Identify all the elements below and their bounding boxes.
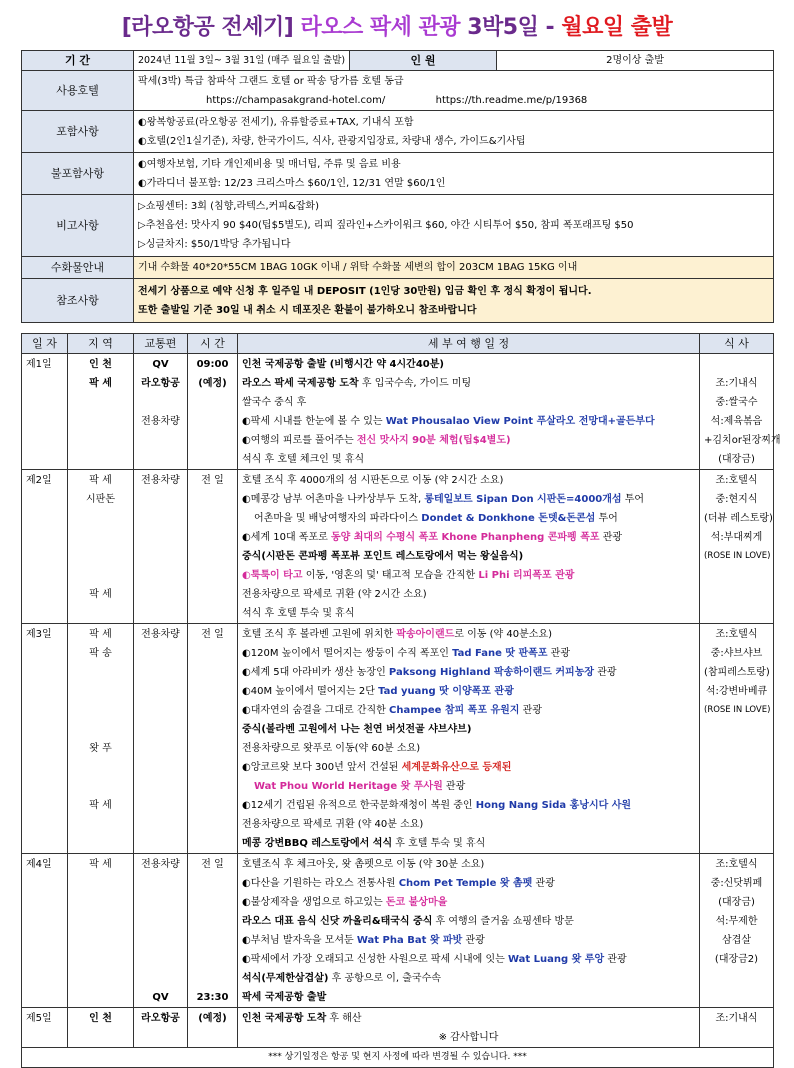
reference-value <box>134 279 774 323</box>
title-departure: 월요일 출발 <box>561 15 673 40</box>
day-5-detail: 인천 국제공항 도착 후 해산 ※ 감사합니다 <box>238 1008 700 1048</box>
hotel-urls <box>138 91 769 110</box>
day-5-meal: 조:기내식 <box>700 1008 774 1048</box>
include-value <box>134 111 774 153</box>
include-label: 포함사항 <box>22 111 134 153</box>
day-3-detail: 호텔 조식 후 볼라벤 고원에 위치한 팍송아이랜드로 이동 (약 40분소요) ◐120M 높이에서 떨어지는 쌍둥이 수직 폭포인 Tad Fane 땃 판폭포 관광 ◐세계 5대 아라비카 생산 농장인 Paksong Highland 팍송하이랜드 커피농장 관광 ◐40M 높이에서 떨어지는 2단 Tad yuang 땃 이양폭포 관광 ◐대자연의 숨결을 그대로 간직한 Champee 참피 폭포 유원지 관광 중식(볼라벤 고원에서 나는 천연 버섯전골 샤브샤브) 전용차량으로 왓푸로 이동(약 60분 소요) ◐앙코르왓 보다 300년 앞서 건설된 세계문화유산으로 등재된 Wat Phou World Heritage 왓 푸사원 관광 ◐12세기 건립된 유적으로 한국문화재청이 복원 중인 Hong Nang Sida 홍낭시다 사원 전용차량으로 팍세로 귀환 (약 40분 소요) 메콩 강변BBQ 레스토랑에서 석식 후 호텔 투숙 및 휴식 <box>238 624 700 854</box>
day-3-region: 팍 세 팍 송 왓 푸 팍 세 <box>68 624 134 854</box>
day-5-region: 인 천 <box>68 1008 134 1048</box>
header-transport: 교통편 <box>134 334 188 354</box>
schedule-table <box>21 333 781 1068</box>
exclude-line: ◐가라디너 불포함: 12/23 크리스마스 $60/1인, 12/31 연말 $60/1인 <box>138 177 446 189</box>
day-1-time: 09:00 (예정) <box>188 354 238 470</box>
period-value: 2024년 11월 3일~ 3월 31일 (매주 월요일 출발) <box>134 51 350 71</box>
exclude-value <box>134 153 774 195</box>
day-1-meal: 조:기내식 중:쌀국수 석:제육볶음 +김치or된장찌개 (대장금) <box>700 354 774 470</box>
people-label: 인 원 <box>350 51 497 71</box>
day-4-time: 전 일 23:30 <box>188 854 238 1008</box>
hotel-value <box>134 71 774 111</box>
hotel-label: 사용호텔 <box>22 71 134 111</box>
reference-line: 또한 출발일 기준 30일 내 취소 시 데포짓은 환불이 불가하오니 참조바랍니다 <box>138 304 477 316</box>
day-4-row <box>22 854 774 1008</box>
header-day: 일 자 <box>22 334 68 354</box>
schedule-header-row <box>22 334 774 354</box>
header-time: 시 간 <box>188 334 238 354</box>
baggage-label: 수화물안내 <box>22 257 134 279</box>
remark-value <box>134 195 774 257</box>
title-tour: 라오스 팍세 관광 <box>300 15 461 40</box>
day-1-transport: QV 라오항공 전용차량 <box>134 354 188 470</box>
header-meal: 식 사 <box>700 334 774 354</box>
exclude-label: 불포함사항 <box>22 153 134 195</box>
day-1-row <box>22 354 774 470</box>
day-3-meal: 조:호텔식 중:샤브샤브 (참피레스토랑) 석:강변바베큐 (ROSE IN LOVE) <box>700 624 774 854</box>
include-line: ◐왕복항공료(라오항공 전세기), 유류할증료+TAX, 기내식 포함 <box>138 116 414 128</box>
day-4-detail: 호텔조식 후 체크아웃, 왓 촘펫으로 이동 (약 30분 소요) ◐다산을 기원하는 라오스 전통사원 Chom Pet Temple 왓 촘펫 관광 ◐불상제작을 생업으로 하고있는 돈코 불상마을 라오스 대표 음식 신닷 까올리&태국식 중식 후 여행의 즐거움 쇼핑센타 방문 ◐부처님 발자욱을 모셔둔 Wat Pha Bat 왓 파밧 관광 ◐팍세에서 가장 오래되고 신성한 사원으로 팍세 시내에 잇는 Wat Luang 왓 루앙 관광 석식(무제한삼겹살) 후 공항으로 이, 출국수속 팍세 국제공항 출발 <box>238 854 700 1008</box>
reference-line: 전세기 상품으로 예약 신청 후 일주일 내 DEPOSIT (1인당 30만원) 입금 확인 후 정식 확정이 됩니다. <box>138 285 592 297</box>
day-4-meal: 조:호텔식 중:신닷뷔페 (대장금) 석:무제한 삼겹살 (대장금2) <box>700 854 774 1008</box>
hotel-url-1[interactable]: https://champasakgrand-hotel.com/ <box>206 94 386 106</box>
remark-label: 비고사항 <box>22 195 134 257</box>
day-2-transport: 전용차량 <box>134 470 188 624</box>
day-5-row <box>22 1008 774 1048</box>
reference-label: 참조사항 <box>22 279 134 323</box>
day-4-label: 제4일 <box>22 854 68 1008</box>
day-1-detail: 인천 국제공항 출발 (비행시간 약 4시간40분) 라오스 팍세 국제공항 도착 후 입국수속, 가이드 미팅 쌀국수 중식 후 ◐팍세 시내를 한눈에 볼 수 있는 Wat Phousalao View Point 푸살라오 전망대+골든부다 ◐여행의 피로를 풀어주는 전신 맛사지 90분 체험(팁$4별도) 석식 후 호텔 체크인 및 휴식 <box>238 354 700 470</box>
exclude-line: ◐여행자보험, 기타 개인제비용 및 매너팁, 주류 및 음료 비용 <box>138 158 401 170</box>
day-3-row <box>22 624 774 854</box>
day-5-label: 제5일 <box>22 1008 68 1048</box>
include-line: ◐호텔(2인1실기준), 차량, 한국가이드, 식사, 관광지입장료, 차량내 생수, 가이드&기사팁 <box>138 135 526 147</box>
day-5-transport: 라오항공 <box>134 1008 188 1048</box>
period-label: 기 간 <box>22 51 134 71</box>
day-2-row <box>22 470 774 624</box>
title-duration: 3박5일 - <box>467 15 555 40</box>
header-region: 지 역 <box>68 334 134 354</box>
info-table <box>21 50 774 323</box>
remark-line: ▷쇼핑센터: 3회 (침향,라텍스,커피&잡화) <box>138 201 319 212</box>
day-1-label: 제1일 <box>22 354 68 470</box>
day-2-time: 전 일 <box>188 470 238 624</box>
day-3-label: 제3일 <box>22 624 68 854</box>
day-2-region: 팍 세 시판돈 팍 세 <box>68 470 134 624</box>
day-2-detail: 호텔 조식 후 4000개의 섬 시판돈으로 이동 (약 2시간 소요) ◐메콩강 남부 어촌마을 나카상부두 도착, 롱테일보트 Sipan Don 시판돈=4000개섬 투어 어촌마을 및 배낭여행자의 파라다이스 Dondet & Donkhone 돈뎃&돈콘섬 투어 ◐세계 10대 폭포로 동양 최대의 수평식 폭포 Khone Phanpheng 콘파펭 폭포 관광 중식(시판돈 콘파펭 폭포뷰 포인트 레스토랑에서 먹는 왕실음식) ◐툭툭이 타고 이동, '영혼의 덫' 태고적 모습을 간직한 Li Phi 리피폭포 관광 전용차량으로 팍세로 귀환 (약 2시간 소요) 석식 후 호텔 투숙 및 휴식 <box>238 470 700 624</box>
remark-line: ▷싱글차지: $50/1박당 추가됩니다 <box>138 239 291 250</box>
hotel-url-2[interactable]: https://th.readme.me/p/19368 <box>435 94 588 106</box>
header-detail: 세 부 여 행 일 정 <box>238 334 700 354</box>
day-2-label: 제2일 <box>22 470 68 624</box>
day-3-transport: 전용차량 <box>134 624 188 854</box>
remark-line: ▷추천옵션: 맛사지 90 $40(팁$5별도), 리피 짚라인+스카이워크 $60, 야간 시티투어 $50, 참피 폭포래프팅 $50 <box>138 220 634 231</box>
day-3-time: 전 일 <box>188 624 238 854</box>
day-1-region: 인 천 팍 세 <box>68 354 134 470</box>
page-title <box>0 14 794 42</box>
footer-row <box>22 1048 774 1068</box>
footer-note: *** 상기일정은 항공 및 현지 사정에 따라 변경될 수 있습니다. *** <box>22 1048 774 1068</box>
hotel-line: 팍세(3박) 특급 참파삭 그랜드 호텔 or 팍송 당가름 호텔 동급 <box>138 75 404 87</box>
day-2-meal: 조:호텔식 중:현지식 (더뷰 레스토랑) 석:부대찌게 (ROSE IN LOVE) <box>700 470 774 624</box>
title-airline: [라오항공 전세기] <box>121 15 294 40</box>
day-4-transport: 전용차량 QV <box>134 854 188 1008</box>
people-value: 2명이상 출발 <box>497 51 774 71</box>
day-5-time: (예정) <box>188 1008 238 1048</box>
day-4-region: 팍 세 <box>68 854 134 1008</box>
baggage-value: 기내 수화물 40*20*55CM 1BAG 10GK 이내 / 위탁 수화물 세변의 합이 203CM 1BAG 15KG 이내 <box>134 257 774 279</box>
